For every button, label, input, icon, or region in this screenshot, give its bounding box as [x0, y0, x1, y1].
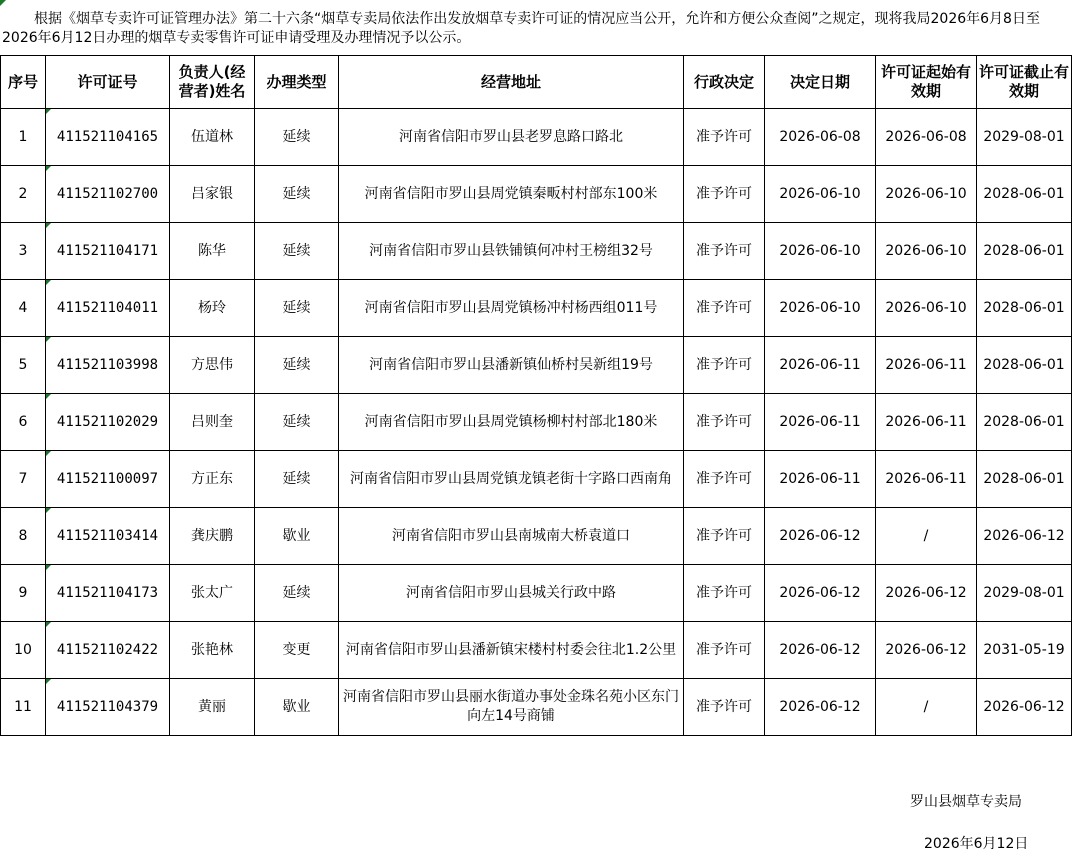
footer-date: 2026年6月12日 [924, 836, 1029, 852]
col-header-decision-date: 决定日期 [765, 56, 876, 109]
cell-license: 411521104165 [46, 109, 170, 166]
cell-name: 张艳林 [170, 622, 255, 679]
cell-address: 河南省信阳市罗山县铁铺镇何冲村王榜组32号 [339, 223, 684, 280]
cell-decision: 准予许可 [684, 223, 765, 280]
cell-license: 411521102700 [46, 166, 170, 223]
col-header-no: 序号 [1, 56, 46, 109]
cell-no: 6 [1, 394, 46, 451]
cell-start: / [876, 679, 977, 736]
table-row [1, 394, 1072, 451]
table-body [1, 109, 1072, 736]
col-header-license: 许可证号 [46, 56, 170, 109]
cell-end: 2028-06-01 [977, 451, 1072, 508]
cell-name: 伍道林 [170, 109, 255, 166]
footer-organization: 罗山县烟草专卖局 [910, 794, 1022, 810]
cell-end: 2028-06-01 [977, 223, 1072, 280]
table-row [1, 280, 1072, 337]
cell-no: 10 [1, 622, 46, 679]
cell-decision-date: 2026-06-12 [765, 508, 876, 565]
table-row [1, 166, 1072, 223]
cell-type: 延续 [255, 337, 339, 394]
cell-end: 2026-06-12 [977, 679, 1072, 736]
cell-decision-date: 2026-06-11 [765, 451, 876, 508]
col-header-end: 许可证截止有效期 [977, 56, 1072, 109]
cell-start: 2026-06-10 [876, 280, 977, 337]
table-row [1, 337, 1072, 394]
cell-end: 2029-08-01 [977, 109, 1072, 166]
cell-license: 411521104379 [46, 679, 170, 736]
cell-end: 2028-06-01 [977, 337, 1072, 394]
cell-marker-icon [0, 0, 6, 6]
table-row [1, 622, 1072, 679]
table-row [1, 109, 1072, 166]
cell-no: 9 [1, 565, 46, 622]
cell-address: 河南省信阳市罗山县南城南大桥袁道口 [339, 508, 684, 565]
cell-license: 411521102029 [46, 394, 170, 451]
cell-type: 变更 [255, 622, 339, 679]
cell-address: 河南省信阳市罗山县潘新镇仙桥村吴新组19号 [339, 337, 684, 394]
cell-name: 方思伟 [170, 337, 255, 394]
cell-decision-date: 2026-06-10 [765, 280, 876, 337]
cell-address: 河南省信阳市罗山县周党镇杨柳村村部北180米 [339, 394, 684, 451]
table-row [1, 565, 1072, 622]
table-row [1, 679, 1072, 736]
col-header-type: 办理类型 [255, 56, 339, 109]
cell-name: 方正东 [170, 451, 255, 508]
cell-end: 2028-06-01 [977, 280, 1072, 337]
cell-type: 延续 [255, 451, 339, 508]
cell-name: 杨玲 [170, 280, 255, 337]
license-table [0, 55, 1072, 736]
cell-decision-date: 2026-06-10 [765, 166, 876, 223]
cell-decision-date: 2026-06-11 [765, 394, 876, 451]
cell-decision: 准予许可 [684, 451, 765, 508]
cell-no: 11 [1, 679, 46, 736]
cell-decision: 准予许可 [684, 622, 765, 679]
cell-no: 4 [1, 280, 46, 337]
cell-end: 2028-06-01 [977, 394, 1072, 451]
cell-start: 2026-06-10 [876, 223, 977, 280]
intro-paragraph: 根据《烟草专卖许可证管理办法》第二十六条“烟草专卖局依法作出发放烟草专卖许可证的情况应当公开，允许和方便公众查阅”之规定，现将我局2026年6月8日至2026年6月12日办理的烟草专卖零售许可证申请受理及办理情况予以公示。 [2, 11, 1040, 46]
col-header-start: 许可证起始有效期 [876, 56, 977, 109]
cell-type: 延续 [255, 565, 339, 622]
cell-name: 吕则奎 [170, 394, 255, 451]
cell-type: 歇业 [255, 679, 339, 736]
cell-name: 吕家银 [170, 166, 255, 223]
cell-no: 3 [1, 223, 46, 280]
cell-license: 411521103998 [46, 337, 170, 394]
table-row [1, 451, 1072, 508]
cell-license: 411521103414 [46, 508, 170, 565]
cell-type: 延续 [255, 223, 339, 280]
cell-decision: 准予许可 [684, 508, 765, 565]
cell-start: 2026-06-12 [876, 565, 977, 622]
cell-address: 河南省信阳市罗山县周党镇秦畈村村部东100米 [339, 166, 684, 223]
cell-start: 2026-06-11 [876, 451, 977, 508]
cell-decision-date: 2026-06-08 [765, 109, 876, 166]
cell-decision: 准予许可 [684, 337, 765, 394]
cell-start: 2026-06-12 [876, 622, 977, 679]
cell-type: 延续 [255, 109, 339, 166]
table-row [1, 508, 1072, 565]
table-header-row [1, 56, 1072, 109]
cell-decision-date: 2026-06-11 [765, 337, 876, 394]
cell-license: 411521100097 [46, 451, 170, 508]
table-row [1, 223, 1072, 280]
cell-no: 5 [1, 337, 46, 394]
cell-type: 歇业 [255, 508, 339, 565]
cell-start: 2026-06-11 [876, 394, 977, 451]
cell-start: 2026-06-10 [876, 166, 977, 223]
cell-no: 8 [1, 508, 46, 565]
cell-name: 龚庆鹏 [170, 508, 255, 565]
cell-decision: 准予许可 [684, 166, 765, 223]
cell-address: 河南省信阳市罗山县丽水街道办事处金珠名苑小区东门向左14号商铺 [339, 679, 684, 736]
cell-decision-date: 2026-06-12 [765, 622, 876, 679]
cell-type: 延续 [255, 166, 339, 223]
cell-type: 延续 [255, 280, 339, 337]
cell-no: 7 [1, 451, 46, 508]
col-header-name: 负责人(经营者)姓名 [170, 56, 255, 109]
cell-type: 延续 [255, 394, 339, 451]
col-header-decision: 行政决定 [684, 56, 765, 109]
cell-end: 2031-05-19 [977, 622, 1072, 679]
cell-license: 411521104011 [46, 280, 170, 337]
cell-end: 2028-06-01 [977, 166, 1072, 223]
cell-address: 河南省信阳市罗山县周党镇龙镇老街十字路口西南角 [339, 451, 684, 508]
cell-no: 2 [1, 166, 46, 223]
cell-decision-date: 2026-06-12 [765, 565, 876, 622]
col-header-address: 经营地址 [339, 56, 684, 109]
cell-address: 河南省信阳市罗山县老罗息路口路北 [339, 109, 684, 166]
cell-decision: 准予许可 [684, 394, 765, 451]
cell-decision: 准予许可 [684, 679, 765, 736]
cell-address: 河南省信阳市罗山县周党镇杨冲村杨西组011号 [339, 280, 684, 337]
cell-decision-date: 2026-06-12 [765, 679, 876, 736]
cell-address: 河南省信阳市罗山县潘新镇宋楼村村委会往北1.2公里 [339, 622, 684, 679]
cell-start: 2026-06-08 [876, 109, 977, 166]
cell-decision: 准予许可 [684, 280, 765, 337]
cell-license: 411521104171 [46, 223, 170, 280]
cell-start: / [876, 508, 977, 565]
cell-name: 陈华 [170, 223, 255, 280]
cell-end: 2029-08-01 [977, 565, 1072, 622]
cell-decision: 准予许可 [684, 109, 765, 166]
cell-license: 411521104173 [46, 565, 170, 622]
cell-name: 张太广 [170, 565, 255, 622]
cell-name: 黄丽 [170, 679, 255, 736]
cell-decision: 准予许可 [684, 565, 765, 622]
cell-end: 2026-06-12 [977, 508, 1072, 565]
cell-address: 河南省信阳市罗山县城关行政中路 [339, 565, 684, 622]
cell-no: 1 [1, 109, 46, 166]
cell-decision-date: 2026-06-10 [765, 223, 876, 280]
cell-license: 411521102422 [46, 622, 170, 679]
cell-start: 2026-06-11 [876, 337, 977, 394]
